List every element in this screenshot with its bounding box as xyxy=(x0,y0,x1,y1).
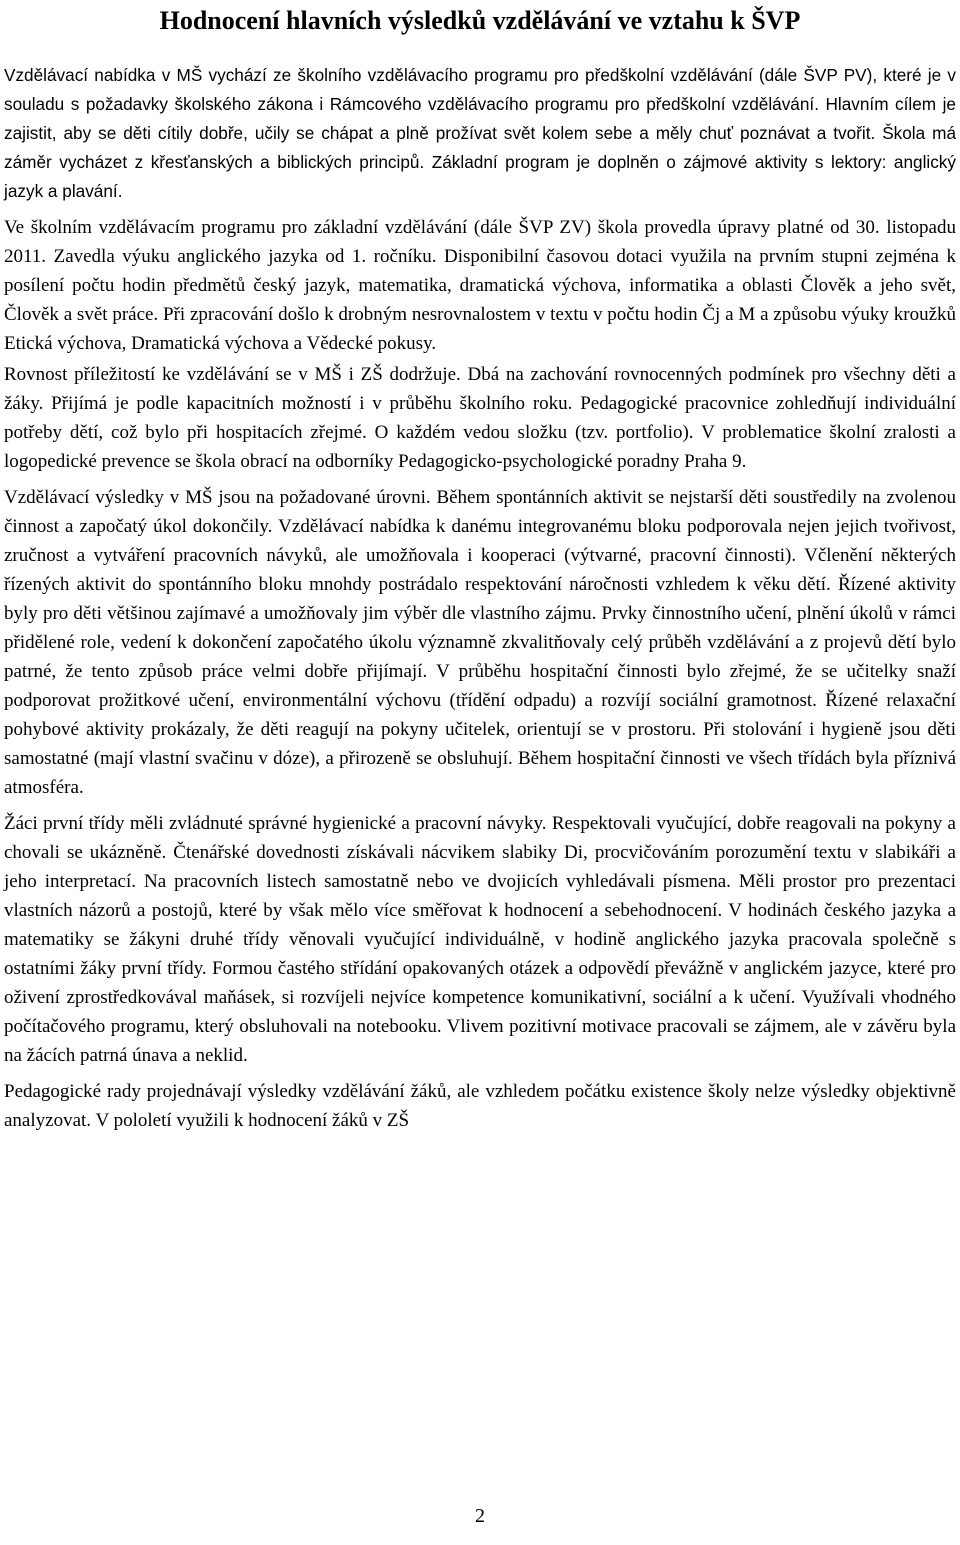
paragraph-pedagogical-councils: Pedagogické rady projednávají výsledky vzdělávání žáků, ale vzhledem počátku existence školy nelze výsledky objektivně analyzovat. V pololetí využili k hodnocení žáků v ZŠ xyxy=(4,1081,956,1131)
paragraph-kindergarten-results: Vzdělávací výsledky v MŠ jsou na požadované úrovni. Během spontánních aktivit se nejstarší děti soustředily na zvolenou činnost a započatý úkol dokončily. Vzdělávací nabídka k danému integrovanému bloku podporovala nejen jejich tvořivost, zručnost a vytváření pracovních návyků, ale umožňovala i kooperaci (výtvarné, pracovní činnosti). Včlenění některých řízených aktivit do spontánního bloku mnohdy postrádalo respektování náročnosti vzhledem k věku dětí. Řízené aktivity byly pro děti většinou zajímavé a umožňovaly jim výběr dle vlastního zájmu. Prvky činnostního učení, plnění úkolů v rámci přidělené role, vedení k dokončení započatého úkolu významně zkvalitňovaly celý průběh vzdělávání a z projevů dětí bylo patrné, že tento způsob práce velmi dobře přijímají. V průběhu hospitační činnosti bylo zřejmé, že se učitelky snaží podporovat prožitkové učení, environmentální výchovu (třídění odpadu) a rozvíjí sociální gramotnost. Řízené relaxační pohybové aktivity prokázaly, že děti reagují na pokyny učitelek, orientují se v prostoru. Při stolování i hygieně jsou děti samostatné (mají vlastní svačinu v dóze), a přirozeně se obsluhují. Během hospitační činnosti ve všech třídách byla příznivá atmosféra. xyxy=(4,487,956,798)
paragraph-equal-opportunities: Rovnost příležitostí ke vzdělávání se v MŠ i ZŠ dodržuje. Dbá na zachování rovnocenných podmínek pro všechny děti a žáky. Přijímá je podle kapacitních možností i v průběhu školního roku. Pedagogické pracovnice zohledňují individuální potřeby dětí, což bylo při hospitacích zřejmé. O každém vedou složku (tzv. portfolio). V problematice školní zralosti a logopedické prevence se škola obrací na odborníky Pedagogicko-psychologické poradny Praha 9. xyxy=(4,364,956,472)
paragraph-first-grade-results: Žáci první třídy měli zvládnuté správné hygienické a pracovní návyky. Respektovali vyučující, dobře reagovali na pokyny a chovali se ukázněně. Čtenářské dovednosti získávali nácvikem slabiky Di, procvičováním porozumění textu v slabikáři a jeho interpretací. Na pracovních listech samostatně nebo ve dvojicích vyhledávali písmena. Měli prostor pro prezentaci vlastních názorů a postojů, které by však mělo více směřovat k hodnocení a sebehodnocení. V hodinách českého jazyka a matematiky se žákyni druhé třídy věnovali vyučující individuálně, v hodině anglického jazyka pracovala společně s ostatními žáky první třídy. Formou častého střídání opakovaných otázek a odpovědí převážně v anglickém jazyce, které pro oživení zprostředkovával maňásek, si rozvíjeli nejvíce kompetence komunikativní, sociální a k učení. Využívali vhodného počítačového programu, který obsluhovali na notebooku. Vlivem pozitivní motivace pracovali se zájmem, ale v závěru byla na žácích patrná únava a neklid. xyxy=(4,813,956,1066)
paragraph-educational-offer: Vzdělávací nabídka v MŠ vychází ze školního vzdělávacího programu pro předškolní vzdělávání (dále ŠVP PV), které je v souladu s požadavky školského zákona i Rámcového vzdělávacího programu pro předškolní vzdělávání. Hlavním cílem je zajistit, aby se děti cítily dobře, učily se chápat a plně prožívat svět kolem sebe a měly chuť poznávat a tvořit. Škola má záměr vycházet z křesťanských a biblických principů. Základní program je doplněn o zájmové aktivity s lektory: anglický jazyk a plavání. xyxy=(4,65,956,201)
document-title: Hodnocení hlavních výsledků vzdělávání ve vztahu k ŠVP xyxy=(159,6,801,35)
paragraph-school-program: Ve školním vzdělávacím programu pro základní vzdělávání (dále ŠVP ZV) škola provedla úpravy platné od 30. listopadu 2011. Zavedla výuku anglického jazyka od 1. ročníku. Disponibilní časovou dotaci využila na prvním stupni zejména k posílení počtu hodin předmětů český jazyk, matematika, dramatická výchova, informatika a oblasti Člověk a jeho svět, Člověk a svět práce. Při zpracování došlo k drobným nesrovnalostem v textu v počtu hodin Čj a M a způsobu výuky kroužků Etická výchova, Dramatická výchova a Vědecké pokusy. xyxy=(4,217,956,354)
page-number: 2 xyxy=(475,1505,485,1527)
document-body xyxy=(4,61,956,1135)
